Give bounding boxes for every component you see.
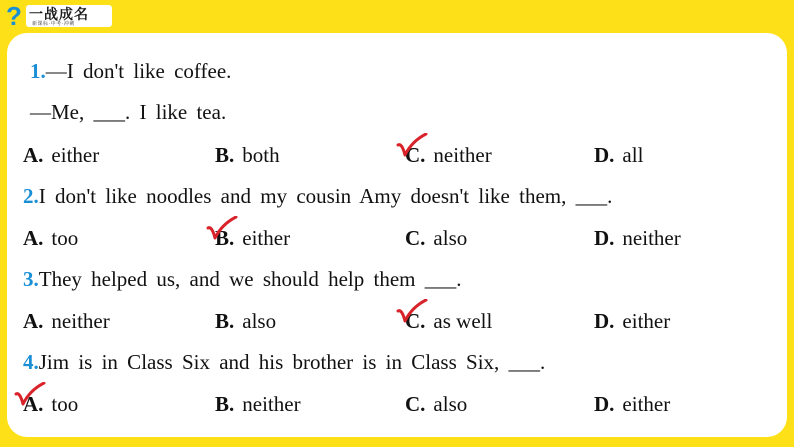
option-c[interactable]: C. also — [405, 392, 468, 416]
option-a[interactable]: A. neither — [23, 309, 110, 333]
question-number: 2. — [23, 184, 39, 208]
option-d[interactable]: D. either — [594, 392, 671, 416]
logo-text: 一战成名 — [29, 6, 89, 22]
content-card — [7, 33, 787, 437]
option-c[interactable]: C. also — [405, 226, 468, 250]
question-text: I don't like noodles and my cousin Amy doesn't like them, ___. — [38, 184, 613, 208]
option-d[interactable]: D. either — [594, 309, 671, 333]
logo-subtext: 新课标·中考·冲刺 — [32, 21, 75, 27]
question-4-stem — [23, 350, 545, 375]
logo — [4, 2, 114, 30]
question-number: 4. — [23, 350, 39, 374]
question-1-stem — [30, 59, 231, 84]
question-number: 3. — [23, 267, 39, 291]
option-d[interactable]: D. neither — [594, 226, 681, 250]
question-2-stem — [23, 184, 612, 209]
option-b[interactable]: B. also — [215, 309, 277, 333]
question-text: Jim is in Class Six and his brother is in Class Six, ___. — [38, 350, 546, 374]
option-c[interactable]: C. neither — [405, 143, 492, 167]
question-text: They helped us, and we should help them ___. — [38, 267, 462, 291]
option-a[interactable]: A. either — [23, 143, 100, 167]
question-mark-icon: ? — [6, 1, 22, 31]
option-b[interactable]: B. either — [215, 226, 291, 250]
option-b[interactable]: B. both — [215, 143, 280, 167]
option-d[interactable]: D. all — [594, 143, 644, 167]
option-a[interactable]: A. too — [23, 226, 79, 250]
option-a[interactable]: A. too — [23, 392, 79, 416]
option-c[interactable]: C. as well — [405, 309, 493, 333]
option-b[interactable]: B. neither — [215, 392, 301, 416]
question-3-stem — [23, 267, 462, 292]
question-number: 1. — [30, 59, 46, 83]
question-text: —I don't like coffee. — [45, 59, 232, 83]
question-1-stem-line-2: —Me, ___. I like tea. — [30, 100, 227, 124]
